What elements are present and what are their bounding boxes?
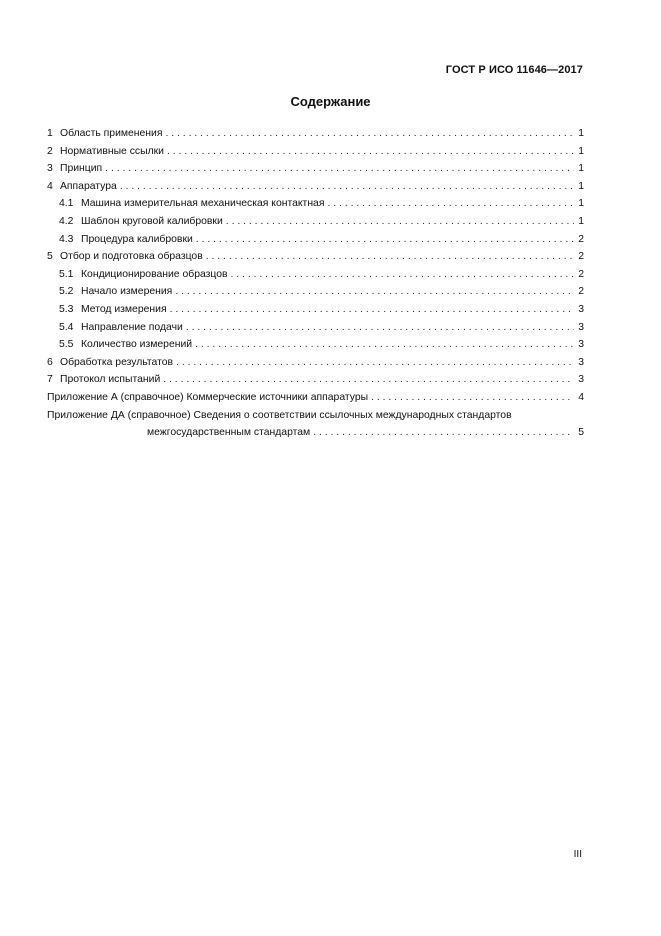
toc-entry-number: 4.3: [59, 233, 74, 245]
toc-entry-title: Метод измерения: [81, 303, 167, 315]
toc-entry-title: Шаблон круговой калибровки: [81, 215, 223, 227]
toc-entry-title: Протокол испытаний: [60, 374, 161, 386]
toc-entry-number: 5.4: [59, 321, 74, 333]
toc-entry-number: 4.2: [59, 215, 74, 227]
toc-entry-title: Отбор и подготовка образцов: [60, 251, 203, 263]
toc-entry-title: Обработка результатов: [60, 356, 174, 368]
toc-entry-title: Кондиционирование образцов: [81, 268, 228, 280]
document-header-code: ГОСТ Р ИСО 11646—2017: [445, 64, 583, 76]
toc-entry[interactable]: [47, 160, 584, 178]
toc-entry-page: 2: [578, 286, 584, 298]
toc-entry-page: 3: [578, 321, 584, 333]
toc-entry-number: 4.1: [59, 198, 74, 210]
toc-entry-number: 5: [47, 251, 53, 263]
toc-entry-number: 6: [47, 356, 53, 368]
toc-subentry[interactable]: [47, 319, 584, 337]
table-of-contents: [47, 125, 584, 442]
toc-entry[interactable]: [47, 125, 584, 143]
toc-entry-page: 2: [578, 233, 584, 245]
dot-leader: [163, 371, 574, 389]
dot-leader: [167, 143, 574, 161]
toc-entry-title: Процедура калибровки: [81, 233, 193, 245]
dot-leader: [206, 248, 574, 266]
toc-entry-title: Количество измерений: [81, 339, 193, 351]
toc-entry-title: Машина измерительная механическая контактная: [81, 198, 325, 210]
toc-entry-title-continuation: межгосударственным стандартам: [147, 427, 311, 439]
toc-entry-page: 1: [578, 180, 584, 192]
toc-entry[interactable]: [47, 143, 584, 161]
toc-entry[interactable]: [47, 248, 584, 266]
dot-leader: [231, 266, 574, 284]
toc-subentry[interactable]: [47, 283, 584, 301]
toc-subentry[interactable]: [47, 231, 584, 249]
dot-leader: [195, 336, 574, 354]
dot-leader: [175, 283, 574, 301]
toc-entry-title: Принцип: [60, 163, 103, 175]
toc-entry-page: 3: [578, 339, 584, 351]
toc-subentry[interactable]: [47, 195, 584, 213]
dot-leader: [226, 213, 574, 231]
toc-entry-page: 2: [578, 251, 584, 263]
toc-entry-number: 5.5: [59, 339, 74, 351]
dot-leader: [313, 424, 574, 442]
toc-entry[interactable]: [47, 354, 584, 372]
dot-leader: [120, 178, 574, 196]
toc-entry-title: Направление подачи: [81, 321, 183, 333]
toc-entry-page: 5: [578, 427, 584, 439]
toc-entry-title: Аппаратура: [60, 180, 117, 192]
toc-entry-page: 3: [578, 356, 584, 368]
page-number: III: [573, 849, 582, 860]
toc-subentry[interactable]: [47, 266, 584, 284]
toc-entry-title: Область применения: [60, 128, 163, 139]
toc-entry-number: 5.1: [59, 268, 74, 280]
dot-leader: [371, 389, 574, 407]
toc-entry-number: 4: [47, 180, 53, 192]
dot-leader: [196, 231, 574, 249]
toc-title: Содержание: [290, 94, 371, 109]
toc-entry-page: 1: [578, 163, 584, 175]
toc-entry-number: 5.3: [59, 303, 74, 315]
toc-entry-page: 1: [578, 215, 584, 227]
toc-entry-title: Приложение А (справочное) Коммерческие источники аппаратуры: [47, 391, 369, 403]
toc-subentry[interactable]: [47, 336, 584, 354]
toc-entry-page: 1: [578, 128, 584, 139]
toc-appendix-a[interactable]: [47, 389, 584, 407]
toc-entry-number: 7: [47, 374, 53, 386]
toc-entry[interactable]: [47, 371, 584, 389]
toc-entry-title: Начало измерения: [81, 286, 173, 298]
toc-entry-number: 3: [47, 163, 53, 175]
toc-entry[interactable]: [47, 178, 584, 196]
toc-entry-number: 2: [47, 145, 53, 157]
toc-entry-title: Приложение ДА (справочное) Сведения о соответствии ссылочных международных стандартов: [47, 409, 512, 421]
toc-entry-page: 3: [578, 374, 584, 386]
toc-entry-page: 2: [578, 268, 584, 280]
dot-leader: [165, 125, 574, 143]
toc-entry-page: 4: [578, 391, 584, 403]
toc-entry-number: 5.2: [59, 286, 74, 298]
toc-subentry[interactable]: [47, 301, 584, 319]
toc-entry-title: Нормативные ссылки: [60, 145, 164, 157]
toc-entry-page: 1: [578, 198, 584, 210]
toc-entry-number: 1: [47, 128, 53, 139]
toc-subentry[interactable]: [47, 213, 584, 231]
toc-entry-page: 1: [578, 145, 584, 157]
toc-entry-page: 3: [578, 303, 584, 315]
dot-leader: [186, 319, 574, 337]
dot-leader: [176, 354, 574, 372]
dot-leader: [170, 301, 574, 319]
dot-leader: [105, 160, 574, 178]
dot-leader: [327, 195, 574, 213]
toc-appendix-da[interactable]: [47, 407, 584, 442]
